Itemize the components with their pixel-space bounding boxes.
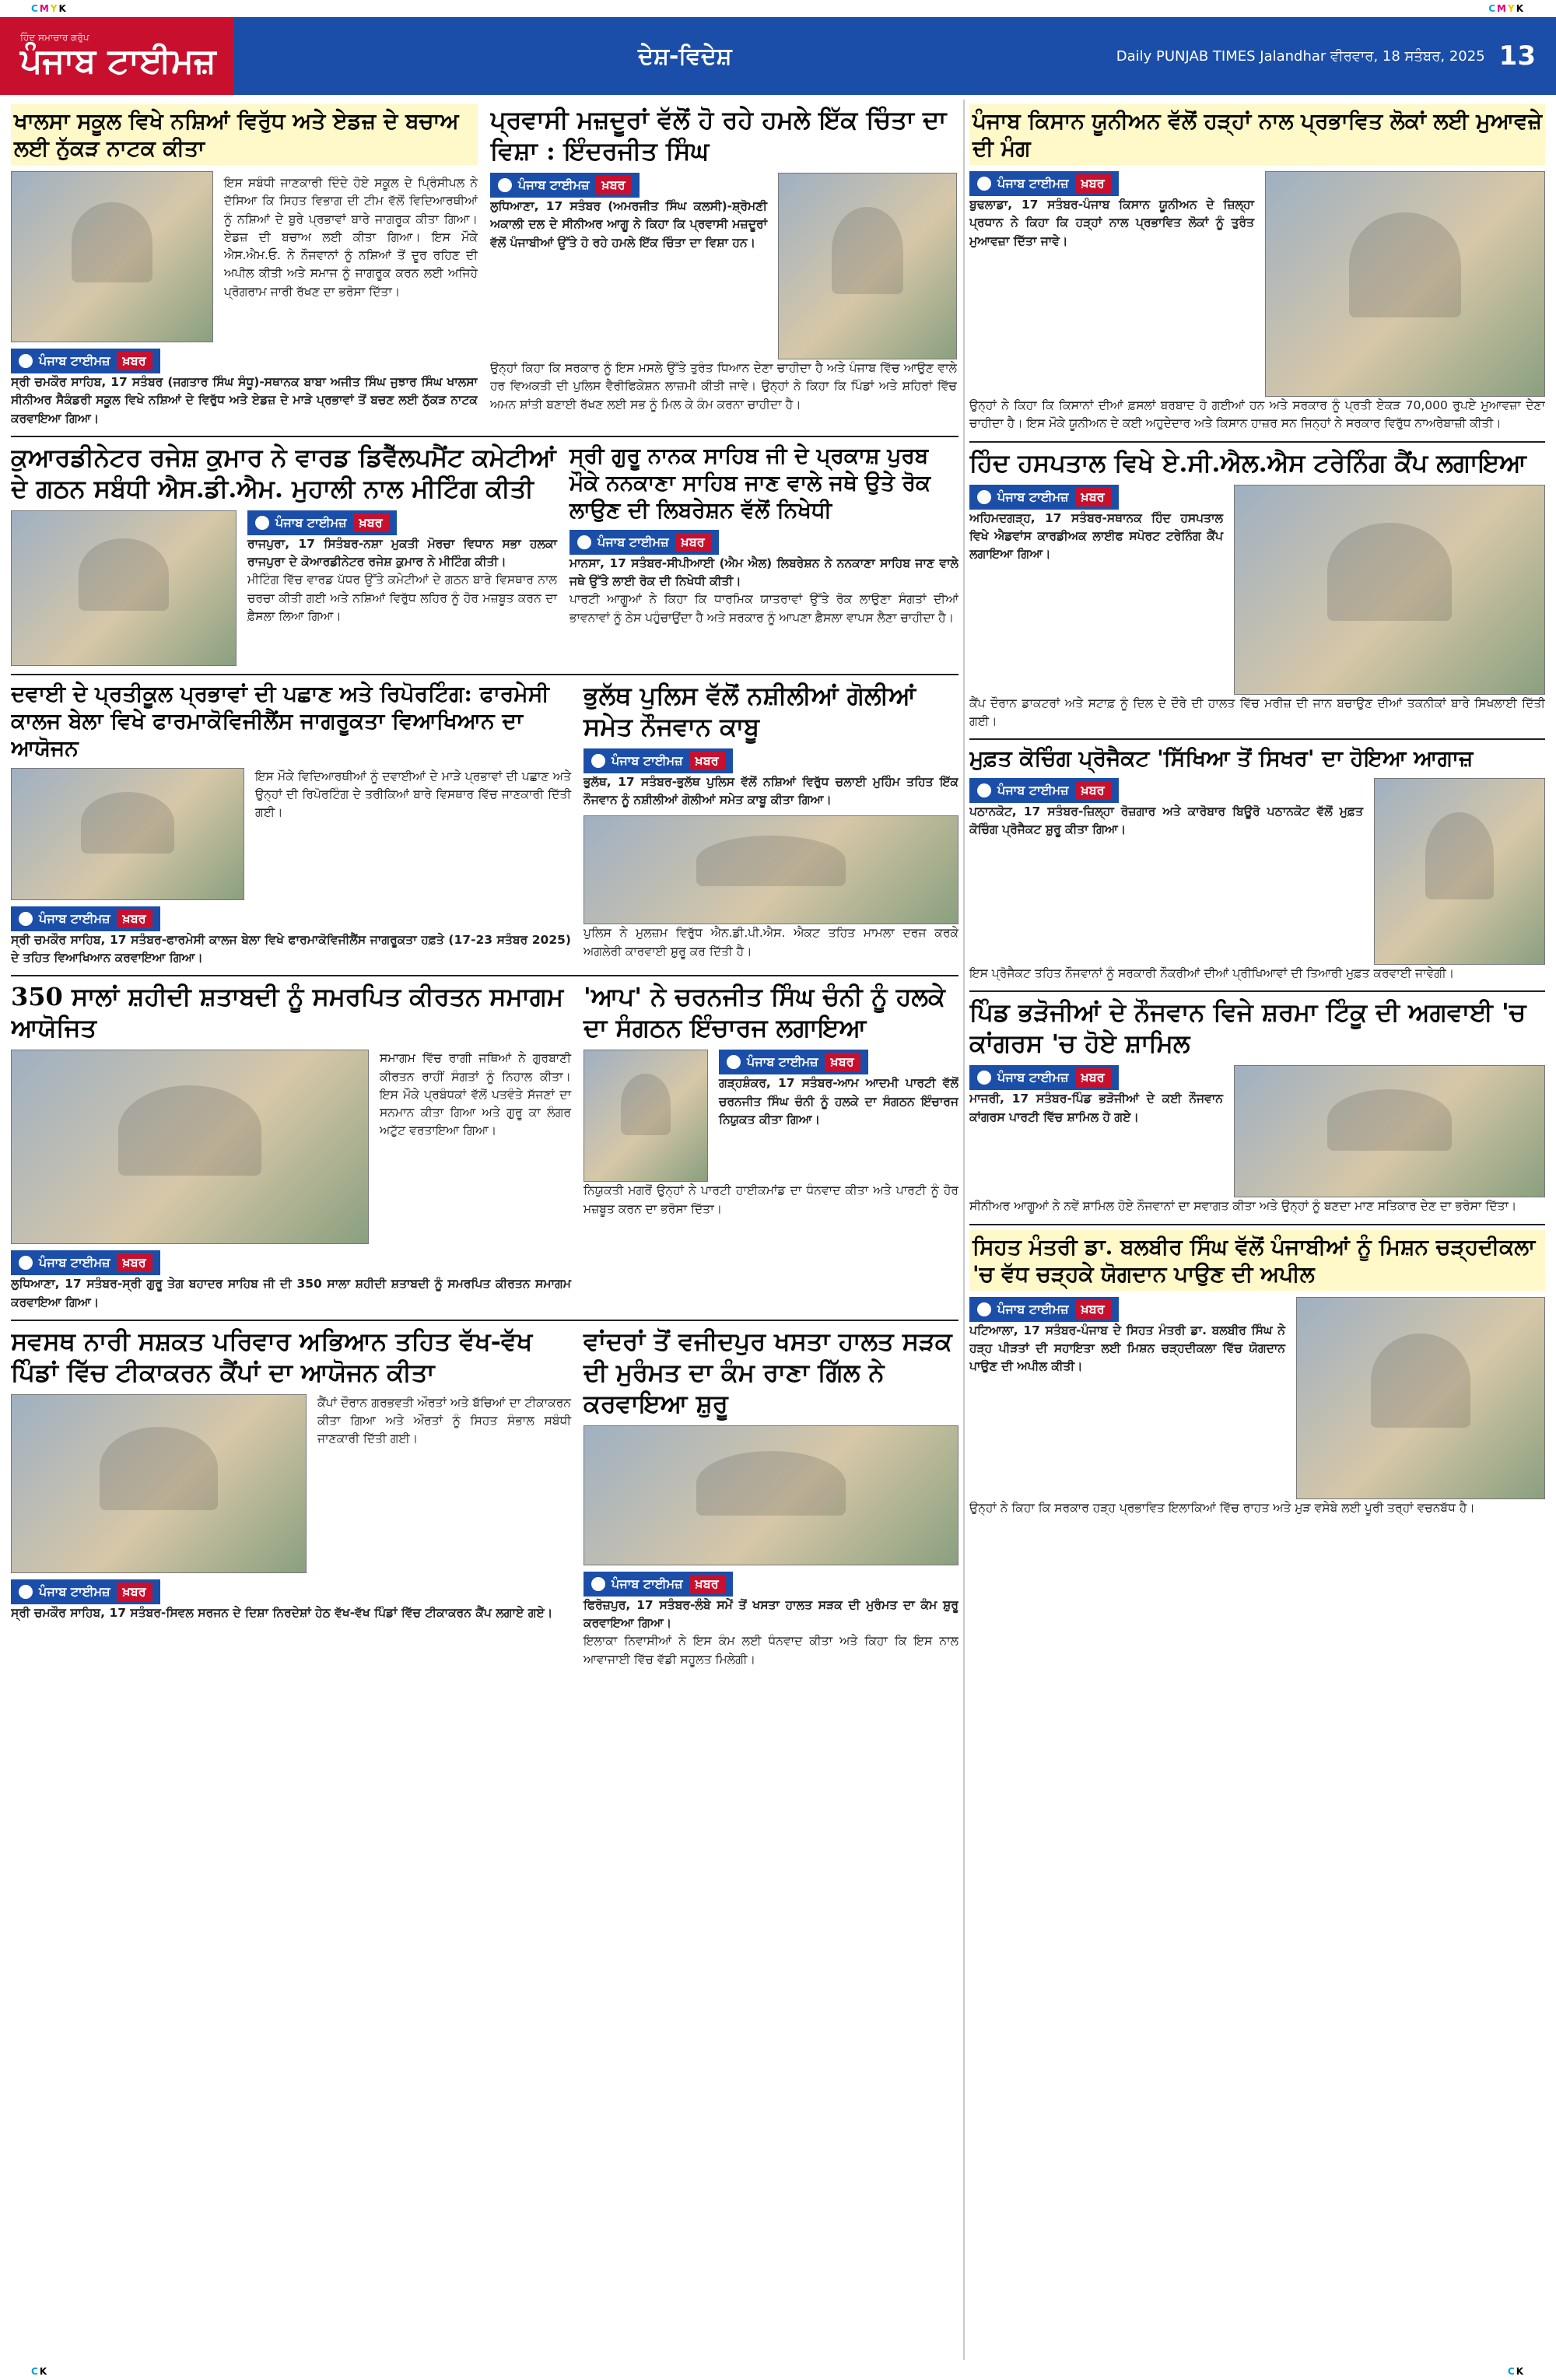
news-badge: ਪੰਜਾਬ ਟਾਈਮਜ਼ ਖ਼ਬਰ <box>969 171 1119 196</box>
print-mark-bottom-left: CK <box>31 2366 49 2377</box>
headline: ਮੁਫ਼ਤ ਕੋਚਿੰਗ ਪ੍ਰੋਜੈਕਟ 'ਸਿੱਖਿਆ ਤੋਂ ਸਿਖਰ' ਦਾ ਹੋਇਆ ਆਗਾਜ਼ <box>969 745 1474 771</box>
headline: ਸਵਸਥ ਨਾਰੀ ਸਸ਼ਕਤ ਪਰਿਵਾਰ ਅਭਿਆਨ ਤਹਿਤ ਵੱਖ-ਵੱਖ ਪਿੰਡਾਂ ਵਿੱਚ ਟੀਕਾਕਰਨ ਕੈਂਪਾਂ ਦਾ ਆਯੋਜਨ ਕੀਤਾ <box>11 1326 533 1387</box>
headline-gurpurab: ਸ੍ਰੀ ਗੁਰੂ ਨਾਨਕ ਸਾਹਿਬ ਜੀ ਦੇ ਪ੍ਰਕਾਸ਼ ਪੁਰਬ ਮੌਕੇ ਨਨਕਾਣਾ ਸਾਹਿਬ ਜਾਣ ਵਾਲੇ ਜਥੇ ਉਤੇ ਰੋਕ ਲਾਉਣ ਦੀ ਲਿਬਰੇਸ਼ਨ ਵੱਲੋਂ ਨਿਖੇਧੀ <box>569 442 931 523</box>
story-body: ਇਲਾਕਾ ਨਿਵਾਸੀਆਂ ਨੇ ਇਸ ਕੰਮ ਲਈ ਧੰਨਵਾਦ ਕੀਤਾ ਅਤੇ ਕਿਹਾ ਕਿ ਇਸ ਨਾਲ ਆਵਾਜਾਈ ਵਿੱਚ ਵੱਡੀ ਸਹੂਲਤ ਮਿਲੇਗੀ। <box>584 1634 958 1667</box>
paper-logo-icon <box>577 535 591 549</box>
story-photo <box>11 510 237 666</box>
bottom-print-strip <box>0 2363 1556 2380</box>
paper-logo-icon <box>977 783 991 797</box>
story-body: ਉਨ੍ਹਾਂ ਕਿਹਾ ਕਿ ਸਰਕਾਰ ਨੂੰ ਇਸ ਮਸਲੇ ਉੱਤੇ ਤੁਰੰਤ ਧਿਆਨ ਦੇਣਾ ਚਾਹੀਦਾ ਹੈ ਅਤੇ ਪੰਜਾਬ ਵਿੱਚ ਆਉਣ ਵਾਲੇ ਹਰ ਵਿਅਕਤੀ ਦੀ ਪੁਲਿਸ ਵੈਰੀਫਿਕੇਸ਼ਨ ਲਾਜ਼ਮੀ ਕੀਤੀ ਜਾਵੇ। ਉਨ੍ਹਾਂ ਨੇ ਕਿਹਾ ਕਿ ਪਿੰਡਾਂ ਅਤੇ ਸ਼ਹਿਰਾਂ ਵਿੱਚ ਅਮਨ ਸ਼ਾਂਤੀ ਬਣਾਈ ਰੱਖਣ ਲਈ ਸਭ ਨੂੰ ਮਿਲ ਕੇ ਕੰਮ ਕਰਨਾ ਚਾਹੀਦਾ ਹੈ। <box>490 361 957 412</box>
story-lede: ਮਾਨਸਾ, 17 ਸਤੰਬਰ-ਸੀਪੀਆਈ (ਐਮ ਐਲ) ਲਿਬਰੇਸ਼ਨ ਨੇ ਨਨਕਾਣਾ ਸਾਹਿਬ ਜਾਣ ਵਾਲੇ ਜਥੇ ਉੱਤੇ ਲਾਈ ਰੋਕ ਦੀ ਨਿਖੇਧੀ ਕੀਤੀ। <box>569 556 958 588</box>
story-photo <box>11 1050 369 1244</box>
story-lede: ਪਠਾਨਕੋਟ, 17 ਸਤੰਬਰ-ਜ਼ਿਲ੍ਹਾ ਰੋਜ਼ਗਾਰ ਅਤੇ ਕਾਰੋਬਾਰ ਬਿਊਰੋ ਪਠਾਨਕੋਟ ਵੱਲੋਂ ਮੁਫ਼ਤ ਕੋਚਿੰਗ ਪ੍ਰੋਜੈਕਟ ਸ਼ੁਰੂ ਕੀਤਾ ਗਿਆ। <box>969 804 1363 837</box>
news-badge: ਪੰਜਾਬ ਟਾਈਮਜ਼ ਖ਼ਬਰ <box>11 1250 160 1275</box>
headline: ਪ੍ਰਵਾਸੀ ਮਜ਼ਦੂਰਾਂ ਵੱਲੋਂ ਹੋ ਰਹੇ ਹਮਲੇ ਇੱਕ ਚਿੰਤਾ ਦਾ ਵਿਸ਼ਾ : ਇੰਦਰਜੀਤ ਸਿੰਘ <box>490 105 947 166</box>
story-body: ਉਨ੍ਹਾਂ ਨੇ ਕਿਹਾ ਕਿ ਕਿਸਾਨਾਂ ਦੀਆਂ ਫ਼ਸਲਾਂ ਬਰਬਾਦ ਹੋ ਗਈਆਂ ਹਨ ਅਤੇ ਸਰਕਾਰ ਨੂੰ ਪ੍ਰਤੀ ਏਕੜ 70,000 ਰੁਪਏ ਮੁਆਵਜ਼ਾ ਦੇਣਾ ਚਾਹੀਦਾ ਹੈ। ਇਸ ਮੌਕੇ ਯੂਨੀਅਨ ਦੇ ਕਈ ਅਹੁਦੇਦਾਰ ਅਤੇ ਕਿਸਾਨ ਹਾਜ਼ਰ ਸਨ ਜਿਨ੍ਹਾਂ ਨੇ ਸਰਕਾਰ ਵਿਰੁੱਧ ਨਾਅਰੇਬਾਜ਼ੀ ਕੀਤੀ। <box>969 398 1545 431</box>
story-migrant <box>490 100 957 436</box>
story-kisan <box>969 100 1545 443</box>
story-lede: ਸ੍ਰੀ ਚਮਕੌਰ ਸਾਹਿਬ, 17 ਸਤੰਬਰ-ਫਾਰਮੇਸੀ ਕਾਲਜ ਬੇਲਾ ਵਿਖੇ ਫਾਰਮਾਕੋਵਿਜੀਲੈਂਸ ਜਾਗਰੂਕਤਾ ਹਫ਼ਤੇ (17-23 ਸਤੰਬਰ 2025) ਦੇ ਤਹਿਤ ਵਿਆਖਿਆਨ ਕਰਵਾਇਆ ਗਿਆ। <box>11 932 571 965</box>
story-hind-hospital <box>969 443 1545 741</box>
news-badge: ਪੰਜਾਬ ਟਾਈਮਜ਼ ਖ਼ਬਰ <box>11 349 160 373</box>
headline: ਖਾਲਸਾ ਸਕੂਲ ਵਿਖੇ ਨਸ਼ਿਆਂ ਵਿਰੁੱਧ ਅਤੇ ਏਡਜ਼ ਦੇ ਬਚਾਅ ਲਈ ਨੁੱਕੜ ਨਾਟਕ ਕੀਤਾ <box>11 104 478 165</box>
story-photo <box>1234 485 1545 695</box>
story-charanjit <box>584 981 958 1312</box>
news-badge: ਪੰਜਾਬ ਟਾਈਮਜ਼ ਖ਼ਬਰ <box>584 748 733 773</box>
news-badge: ਪੰਜਾਬ ਟਾਈਮਜ਼ ਖ਼ਬਰ <box>11 1579 160 1604</box>
brand-name: ਪੰਜਾਬ ਟਾਈਮਜ਼ <box>20 41 216 82</box>
story-lede: ਰਾਜਪੁਰਾ, 17 ਸਿਤੰਬਰ-ਨਸ਼ਾ ਮੁਕਤੀ ਮੋਰਚਾ ਵਿਧਾਨ ਸਭਾ ਹਲਕਾ ਰਾਜਪੁਰਾ ਦੇ ਕੋਆਰਡੀਨੇਟਰ ਰਜੇਸ਼ ਕੁਮਾਰ ਨੇ ਮੀਟਿੰਗ ਕੀਤੀ। <box>247 536 557 569</box>
story-photo <box>584 1425 958 1565</box>
section-bar <box>233 17 1556 95</box>
news-badge: ਪੰਜਾਬ ਟਾਈਮਜ਼ ਖ਼ਬਰ <box>11 906 160 931</box>
print-mark-top-left: CMYK <box>31 3 68 14</box>
masthead <box>0 17 1556 95</box>
story-kirtan <box>11 976 958 1321</box>
portrait-photo <box>1296 1297 1545 1499</box>
headline: ਹਿੰਦ ਹਸਪਤਾਲ ਵਿਖੇ ਏ.ਸੀ.ਐਲ.ਐਸ ਟਰੇਨਿੰਗ ਕੈਂਪ ਲਗਾਇਆ <box>969 447 1526 478</box>
story-lede: ਸ੍ਰੀ ਚਮਕੌਰ ਸਾਹਿਬ, 17 ਸਤੰਬਰ-ਸਿਵਲ ਸਰਜਨ ਦੇ ਦਿਸ਼ਾ ਨਿਰਦੇਸ਼ਾਂ ਹੇਠ ਵੱਖ-ਵੱਖ ਪਿੰਡਾਂ ਵਿੱਚ ਟੀਕਾਕਰਨ ਕੈਂਪ ਲਗਾਏ ਗਏ। <box>11 1605 553 1620</box>
story-body: ਉਨ੍ਹਾਂ ਨੇ ਕਿਹਾ ਕਿ ਸਰਕਾਰ ਹੜ੍ਹ ਪ੍ਰਭਾਵਿਤ ਇਲਾਕਿਆਂ ਵਿੱਚ ਰਾਹਤ ਅਤੇ ਮੁੜ ਵਸੇਬੇ ਲਈ ਪੂਰੀ ਤਰ੍ਹਾਂ ਵਚਨਬੱਧ ਹੈ। <box>969 1500 1475 1515</box>
story-body: ਪੁਲਿਸ ਨੇ ਮੁਲਜ਼ਮ ਵਿਰੁੱਧ ਐਨ.ਡੀ.ਪੀ.ਐਸ. ਐਕਟ ਤਹਿਤ ਮਾਮਲਾ ਦਰਜ ਕਰਕੇ ਅਗਲੇਰੀ ਕਾਰਵਾਈ ਸ਼ੁਰੂ ਕਰ ਦਿੱਤੀ ਹੈ। <box>584 926 958 959</box>
brand-tagline: ਹਿੰਦ ਸਮਾਚਾਰ ਗਰੁੱਪ <box>20 32 89 44</box>
news-badge: ਪੰਜਾਬ ਟਾਈਮਜ਼ ਖ਼ਬਰ <box>719 1050 868 1074</box>
portrait-photo <box>584 1050 708 1182</box>
news-badge: ਪੰਜਾਬ ਟਾਈਮਜ਼ ਖ਼ਬਰ <box>490 173 640 198</box>
portrait-photo <box>778 173 957 359</box>
story-mission <box>969 1225 1545 1525</box>
story-lede: ਮਾਜਰੀ, 17 ਸਤੰਬਰ-ਪਿੰਡ ਭੜੋਜੀਆਂ ਦੇ ਕਈ ਨੌਜਵਾਨ ਕਾਂਗਰਸ ਪਾਰਟੀ ਵਿੱਚ ਸ਼ਾਮਿਲ ਹੋ ਗਏ। <box>969 1092 1223 1124</box>
story-congress <box>969 992 1545 1225</box>
story-lede: ਪਟਿਆਲਾ, 17 ਸਤੰਬਰ-ਪੰਜਾਬ ਦੇ ਸਿਹਤ ਮੰਤਰੀ ਡਾ. ਬਲਬੀਰ ਸਿੰਘ ਨੇ ਹੜ੍ਹ ਪੀੜਤਾਂ ਦੀ ਸਹਾਇਤਾ ਲਈ ਮਿਸ਼ਨ ਚੜ੍ਹਦੀਕਲਾ ਵਿੱਚ ਯੋਗਦਾਨ ਪਾਉਣ ਦੀ ਅਪੀਲ ਕੀਤੀ। <box>969 1323 1285 1373</box>
news-badge: ਪੰਜਾਬ ਟਾਈਮਜ਼ ਖ਼ਬਰ <box>969 778 1119 803</box>
headline: 'ਆਪ' ਨੇ ਚਰਨਜੀਤ ਸਿੰਘ ਚੰਨੀ ਨੂੰ ਹਲਕੇ ਦਾ ਸੰਗਠਨ ਇੰਚਾਰਜ ਲਗਾਇਆ <box>584 982 945 1043</box>
story-photo <box>1234 1065 1545 1197</box>
story-coaching <box>969 740 1545 992</box>
section-title: ਦੇਸ਼-ਵਿਦੇਸ਼ <box>638 42 732 70</box>
print-mark-bottom-right: CK <box>1507 2366 1525 2377</box>
story-photo <box>584 815 958 924</box>
headline: ਦਵਾਈ ਦੇ ਪ੍ਰਤੀਕੂਲ ਪ੍ਰਭਾਵਾਂ ਦੀ ਪਛਾਣ ਅਤੇ ਰਿਪੋਰਟਿੰਗ: ਫਾਰਮੇਸੀ ਕਾਲਜ ਬੇਲਾ ਵਿਖੇ ਫਾਰਮਾਕੋਵਿਜੀਲੈਂਸ ਜਾਗਰੂਕਤਾ ਵਿਆਖਿਆਨ ਦਾ ਆਯੋਜਨ <box>11 680 549 761</box>
news-badge: ਪੰਜਾਬ ਟਾਈਮਜ਼ ਖ਼ਬਰ <box>247 510 397 535</box>
story-lede: ਅਹਿਮਦਗੜ੍ਹ, 17 ਸਤੰਬਰ-ਸਥਾਨਕ ਹਿੰਦ ਹਸਪਤਾਲ ਵਿਖੇ ਐਡਵਾਂਸ ਕਾਰਡੀਅਕ ਲਾਈਫ ਸਪੋਰਟ ਟਰੇਨਿੰਗ ਕੈਂਪ ਲਗਾਇਆ ਗਿਆ। <box>969 510 1223 561</box>
story-lede: ਲੁਧਿਆਣਾ, 17 ਸਤੰਬਰ (ਅਮਰਜੀਤ ਸਿੰਘ ਕਲਸੀ)-ਸ਼੍ਰੋਮਣੀ ਅਕਾਲੀ ਦਲ ਦੇ ਸੀਨੀਅਰ ਆਗੂ ਨੇ ਕਿਹਾ ਕਿ ਪ੍ਰਵਾਸੀ ਮਜ਼ਦੂਰਾਂ ਵੱਲੋਂ ਪੰਜਾਬੀਆਂ ਉੱਤੇ ਹੋ ਰਹੇ ਹਮਲੇ ਇੱਕ ਚਿੰਤਾ ਦਾ ਵਿਸ਼ਾ ਹਨ। <box>490 199 767 250</box>
story-swasth <box>11 1321 958 1677</box>
news-badge: ਪੰਜਾਬ ਟਾਈਮਜ਼ ਖ਼ਬਰ <box>584 1572 733 1597</box>
column-divider <box>963 100 965 2360</box>
news-badge: ਪੰਜਾਬ ਟਾਈਮਜ਼ ਖ਼ਬਰ <box>569 530 719 555</box>
story-lede: ਫਿਰੋਜ਼ਪੁਰ, 17 ਸਤੰਬਰ-ਲੰਬੇ ਸਮੇਂ ਤੋਂ ਖਸਤਾ ਹਾਲਤ ਸੜਕ ਦੀ ਮੁਰੰਮਤ ਦਾ ਕੰਮ ਸ਼ੁਰੂ ਕਰਵਾਇਆ ਗਿਆ। <box>584 1597 958 1630</box>
paper-logo-icon <box>977 1302 991 1316</box>
top-print-strip <box>0 0 1556 17</box>
paper-logo-icon <box>977 1071 991 1085</box>
paper-logo-icon <box>19 1585 33 1599</box>
headline: ਪਿੰਡ ਭੜੋਜੀਆਂ ਦੇ ਨੌਜਵਾਨ ਵਿਜੇ ਸ਼ਰਮਾ ਟਿੰਕੂ ਦੀ ਅਗਵਾਈ 'ਚ ਕਾਂਗਰਸ 'ਚ ਹੋਏ ਸ਼ਾਮਿਲ <box>969 997 1526 1059</box>
story-body: ਇਸ ਮੌਕੇ ਵਿਦਿਆਰਥੀਆਂ ਨੂੰ ਦਵਾਈਆਂ ਦੇ ਮਾੜੇ ਪ੍ਰਭਾਵਾਂ ਦੀ ਪਛਾਣ ਅਤੇ ਉਨ੍ਹਾਂ ਦੀ ਰਿਪੋਰਟਿੰਗ ਦੇ ਤਰੀਕਿਆਂ ਬਾਰੇ ਵਿਸਥਾਰ ਵਿੱਚ ਜਾਣਕਾਰੀ ਦਿੱਤੀ ਗਈ। <box>255 769 571 820</box>
story-lede: ਗੜ੍ਹਸ਼ੰਕਰ, 17 ਸਤੰਬਰ-ਆਮ ਆਦਮੀ ਪਾਰਟੀ ਵੱਲੋਂ ਚਰਨਜੀਤ ਸਿੰਘ ਚੰਨੀ ਨੂੰ ਹਲਕੇ ਦਾ ਸੰਗਠਨ ਇੰਚਾਰਜ ਨਿਯੁਕਤ ਕੀਤਾ ਗਿਆ। <box>719 1076 958 1127</box>
headline: ਸਿਹਤ ਮੰਤਰੀ ਡਾ. ਬਲਬੀਰ ਸਿੰਘ ਵੱਲੋਂ ਪੰਜਾਬੀਆਂ ਨੂੰ ਮਿਸ਼ਨ ਚੜ੍ਹਦੀਕਲਾ 'ਚ ਵੱਧ ਚੜ੍ਹਕੇ ਯੋਗਦਾਨ ਪਾਉਣ ਦੀ ਅਪੀਲ <box>969 1230 1545 1291</box>
brand-block <box>0 17 233 95</box>
paper-logo-icon <box>255 516 269 530</box>
story-body: ਨਿਯੁਕਤੀ ਮਗਰੋਂ ਉਨ੍ਹਾਂ ਨੇ ਪਾਰਟੀ ਹਾਈਕਮਾਂਡ ਦਾ ਧੰਨਵਾਦ ਕੀਤਾ ਅਤੇ ਪਾਰਟੀ ਨੂੰ ਹੋਰ ਮਜ਼ਬੂਤ ਕਰਨ ਦਾ ਭਰੋਸਾ ਦਿੱਤਾ। <box>584 1183 958 1216</box>
story-body: ਸਮਾਗਮ ਵਿੱਚ ਰਾਗੀ ਜਥਿਆਂ ਨੇ ਗੁਰਬਾਣੀ ਕੀਰਤਨ ਰਾਹੀਂ ਸੰਗਤਾਂ ਨੂੰ ਨਿਹਾਲ ਕੀਤਾ। ਇਸ ਮੌਕੇ ਪ੍ਰਬੰਧਕਾਂ ਵੱਲੋਂ ਪਤਵੰਤੇ ਸੱਜਣਾਂ ਦਾ ਸਨਮਾਨ ਕੀਤਾ ਗਿਆ ਅਤੇ ਗੁਰੂ ਕਾ ਲੰਗਰ ਅਟੁੱਟ ਵਰਤਾਇਆ ਗਿਆ। <box>380 1051 571 1138</box>
story-lede: ਲੁਧਿਆਣਾ, 17 ਸਤੰਬਰ-ਸ੍ਰੀ ਗੁਰੂ ਤੇਗ ਬਹਾਦਰ ਸਾਹਿਬ ਜੀ ਦੀ 350 ਸਾਲਾ ਸ਼ਹੀਦੀ ਸ਼ਤਾਬਦੀ ਨੂੰ ਸਮਰਪਿਤ ਕੀਰਤਨ ਸਮਾਗਮ ਕਰਵਾਇਆ ਗਿਆ। <box>11 1277 571 1309</box>
page-number: 13 <box>1498 40 1536 72</box>
headline: ਕੁਆਰਡੀਨੇਟਰ ਰਜੇਸ਼ ਕੁਮਾਰ ਨੇ ਵਾਰਡ ਡਿਵੈੱਲਪਮੈਂਟ ਕਮੇਟੀਆਂ ਦੇ ਗਠਨ ਸਬੰਧੀ ਐਸ.ਡੀ.ਐਮ. ਮੁਹਾਲੀ ਨਾਲ ਮੀਟਿੰਗ ਕੀਤੀ <box>11 442 556 503</box>
story-road <box>584 1326 958 1669</box>
paper-logo-icon <box>591 1577 605 1591</box>
paper-logo-icon <box>19 912 33 926</box>
story-police <box>584 680 958 968</box>
paper-logo-icon <box>591 754 605 768</box>
portrait-photo <box>1374 778 1545 965</box>
story-body: ਕੈਂਪ ਦੌਰਾਨ ਡਾਕਟਰਾਂ ਅਤੇ ਸਟਾਫ਼ ਨੂੰ ਦਿਲ ਦੇ ਦੌਰੇ ਦੀ ਹਾਲਤ ਵਿੱਚ ਮਰੀਜ਼ ਦੀ ਜਾਨ ਬਚਾਉਣ ਦੀਆਂ ਤਕਨੀਕਾਂ ਬਾਰੇ ਸਿਖਲਾਈ ਦਿੱਤੀ ਗਈ। <box>969 696 1545 728</box>
story-body: ਕੈਂਪਾਂ ਦੌਰਾਨ ਗਰਭਵਤੀ ਔਰਤਾਂ ਅਤੇ ਬੱਚਿਆਂ ਦਾ ਟੀਕਾਕਰਨ ਕੀਤਾ ਗਿਆ ਅਤੇ ਔਰਤਾਂ ਨੂੰ ਸਿਹਤ ਸੰਭਾਲ ਸਬੰਧੀ ਜਾਣਕਾਰੀ ਦਿੱਤੀ ਗਈ। <box>317 1395 571 1446</box>
story-lede: ਬੁਢਲਾਡਾ, 17 ਸਤੰਬਰ-ਪੰਜਾਬ ਕਿਸਾਨ ਯੂਨੀਅਨ ਦੇ ਜ਼ਿਲ੍ਹਾ ਪ੍ਰਧਾਨ ਨੇ ਕਿਹਾ ਕਿ ਹੜ੍ਹਾਂ ਨਾਲ ਪ੍ਰਭਾਵਿਤ ਲੋਕਾਂ ਨੂੰ ਤੁਰੰਤ ਮੁਆਵਜ਼ਾ ਦਿੱਤਾ ਜਾਵੇ। <box>969 198 1254 248</box>
headline: ਭੁਲੱਥ ਪੁਲਿਸ ਵੱਲੋਂ ਨਸ਼ੀਲੀਆਂ ਗੋਲੀਆਂ ਸਮੇਤ ਨੌਜਵਾਨ ਕਾਬੂ <box>584 680 916 741</box>
headline: 350 ਸਾਲਾਂ ਸ਼ਹੀਦੀ ਸ਼ਤਾਬਦੀ ਨੂੰ ਸਮਰਪਿਤ ਕੀਰਤਨ ਸਮਾਗਮ ਆਯੋਜਿਤ <box>11 982 564 1043</box>
news-badge: ਪੰਜਾਬ ਟਾਈਮਜ਼ ਖ਼ਬਰ <box>969 1297 1119 1322</box>
paper-logo-icon <box>727 1055 741 1069</box>
print-mark-top-right: CMYK <box>1488 3 1525 14</box>
story-body: ਇਸ ਪ੍ਰੋਜੈਕਟ ਤਹਿਤ ਨੌਜਵਾਨਾਂ ਨੂੰ ਸਰਕਾਰੀ ਨੌਕਰੀਆਂ ਦੀਆਂ ਪ੍ਰੀਖਿਆਵਾਂ ਦੀ ਤਿਆਰੀ ਮੁਫ਼ਤ ਕਰਵਾਈ ਜਾਵੇਗੀ। <box>969 966 1455 980</box>
story-photo <box>1265 171 1545 397</box>
story-body: ਪਾਰਟੀ ਆਗੂਆਂ ਨੇ ਕਿਹਾ ਕਿ ਧਾਰਮਿਕ ਯਾਤਰਾਵਾਂ ਉੱਤੇ ਰੋਕ ਲਾਉਣਾ ਸੰਗਤਾਂ ਦੀਆਂ ਭਾਵਨਾਵਾਂ ਨੂੰ ਠੇਸ ਪਹੁੰਚਾਉਂਦਾ ਹੈ ਅਤੇ ਸਰਕਾਰ ਨੂੰ ਆਪਣਾ ਫ਼ੈਸਲਾ ਵਾਪਸ ਲੈਣਾ ਚਾਹੀਦਾ ਹੈ। <box>569 592 958 625</box>
headline: ਵਾਂਦਰਾਂ ਤੋਂ ਵਜੀਦਪੁਰ ਖਸਤਾ ਹਾਲਤ ਸੜਕ ਦੀ ਮੁਰੰਮਤ ਦਾ ਕੰਮ ਰਾਣਾ ਗਿੱਲ ਨੇ ਕਰਵਾਇਆ ਸ਼ੁਰੂ <box>584 1326 952 1418</box>
story-photo <box>11 171 213 342</box>
paper-logo-icon <box>977 490 991 504</box>
paper-logo-icon <box>19 1256 33 1270</box>
story-pharmacy <box>11 675 958 977</box>
story-body: ਇਸ ਸਬੰਧੀ ਜਾਣਕਾਰੀ ਦਿੰਦੇ ਹੋਏ ਸਕੂਲ ਦੇ ਪ੍ਰਿੰਸੀਪਲ ਨੇ ਦੱਸਿਆ ਕਿ ਸਿਹਤ ਵਿਭਾਗ ਦੀ ਟੀਮ ਵੱਲੋਂ ਵਿਦਿਆਰਥੀਆਂ ਨੂੰ ਨਸ਼ਿਆਂ ਦੇ ਬੁਰੇ ਪ੍ਰਭਾਵਾਂ ਬਾਰੇ ਜਾਗਰੂਕ ਕੀਤਾ ਗਿਆ। ਏਡਜ਼ ਦੀ ਬਚਾਅ ਲਈ ਕੀਤਾ ਗਿਆ। ਇਸ ਮੌਕੇ ਐਸ.ਐਮ.ਓ. ਨੇ ਨੌਜਵਾਨਾਂ ਨੂੰ ਨਸ਼ਿਆਂ ਤੋਂ ਦੂਰ ਰਹਿਣ ਦੀ ਅਪੀਲ ਕੀਤੀ ਅਤੇ ਸਮਾਜ ਨੂੰ ਜਾਗਰੂਕ ਕਰਨ ਲਈ ਅਜਿਹੇ ਪ੍ਰੋਗਰਾਮ ਜਾਰੀ ਰੱਖਣ ਦਾ ਭਰੋਸਾ ਦਿੱਤਾ। <box>224 176 478 299</box>
story-coordinator <box>11 437 958 675</box>
story-body: ਸੀਨੀਅਰ ਆਗੂਆਂ ਨੇ ਨਵੇਂ ਸ਼ਾਮਿਲ ਹੋਏ ਨੌਜਵਾਨਾਂ ਦਾ ਸਵਾਗਤ ਕੀਤਾ ਅਤੇ ਉਨ੍ਹਾਂ ਨੂੰ ਬਣਦਾ ਮਾਣ ਸਤਿਕਾਰ ਦੇਣ ਦਾ ਭਰੋਸਾ ਦਿੱਤਾ। <box>969 1199 1517 1214</box>
news-badge: ਪੰਜਾਬ ਟਾਈਮਜ਼ ਖ਼ਬਰ <box>969 485 1119 510</box>
dateline: Daily PUNJAB TIMES Jalandhar ਵੀਰਵਾਰ, 18 ਸਤੰਬਰ, 2025 <box>1116 47 1485 65</box>
story-body: ਮੀਟਿੰਗ ਵਿੱਚ ਵਾਰਡ ਪੱਧਰ ਉੱਤੇ ਕਮੇਟੀਆਂ ਦੇ ਗਠਨ ਬਾਰੇ ਵਿਸਥਾਰ ਨਾਲ ਚਰਚਾ ਕੀਤੀ ਗਈ ਅਤੇ ਨਸ਼ਿਆਂ ਵਿਰੁੱਧ ਲਹਿਰ ਨੂੰ ਹੋਰ ਮਜ਼ਬੂਤ ਕਰਨ ਦਾ ਫ਼ੈਸਲਾ ਲਿਆ ਗਿਆ। <box>247 573 557 623</box>
story-lede: ਸ੍ਰੀ ਚਮਕੌਰ ਸਾਹਿਬ, 17 ਸਤੰਬਰ (ਜਗਤਾਰ ਸਿੰਘ ਸੰਧੂ)-ਸਥਾਨਕ ਬਾਬਾ ਅਜੀਤ ਸਿੰਘ ਜੁਝਾਰ ਸਿੰਘ ਖਾਲਸਾ ਸੀਨੀਅਰ ਸੈਕੰਡਰੀ ਸਕੂਲ ਵਿਖੇ ਨਸ਼ਿਆਂ ਦੇ ਵਿਰੁੱਧ ਅਤੇ ਏਡਜ਼ ਦੇ ਮਾੜੇ ਪ੍ਰਭਾਵਾਂ ਤੋਂ ਬਚਣ ਲਈ ਨੁੱਕੜ ਨਾਟਕ ਕਰਵਾਇਆ ਗਿਆ। <box>11 375 478 426</box>
headline: ਪੰਜਾਬ ਕਿਸਾਨ ਯੂਨੀਅਨ ਵੱਲੋਂ ਹੜ੍ਹਾਂ ਨਾਲ ਪ੍ਰਭਾਵਿਤ ਲੋਕਾਂ ਲਈ ਮੁਆਵਜ਼ੇ ਦੀ ਮੰਗ <box>969 104 1545 165</box>
paper-logo-icon <box>19 354 33 368</box>
story-photo <box>11 768 244 900</box>
story-khalsa-school <box>11 100 478 436</box>
right-column <box>969 100 1545 2360</box>
story-photo <box>11 1394 307 1573</box>
paper-logo-icon <box>498 178 512 192</box>
left-column <box>11 100 958 2360</box>
story-lede: ਭੁਲੱਥ, 17 ਸਤੰਬਰ-ਭੁਲੱਥ ਪੁਲਿਸ ਵੱਲੋਂ ਨਸ਼ਿਆਂ ਵਿਰੁੱਧ ਚਲਾਈ ਮੁਹਿੰਮ ਤਹਿਤ ਇੱਕ ਨੌਜਵਾਨ ਨੂੰ ਨਸ਼ੀਲੀਆਂ ਗੋਲੀਆਂ ਸਮੇਤ ਕਾਬੂ ਕੀਤਾ ਗਿਆ। <box>584 774 958 807</box>
paper-logo-icon <box>977 177 991 191</box>
news-badge: ਪੰਜਾਬ ਟਾਈਮਜ਼ ਖ਼ਬਰ <box>969 1065 1119 1090</box>
